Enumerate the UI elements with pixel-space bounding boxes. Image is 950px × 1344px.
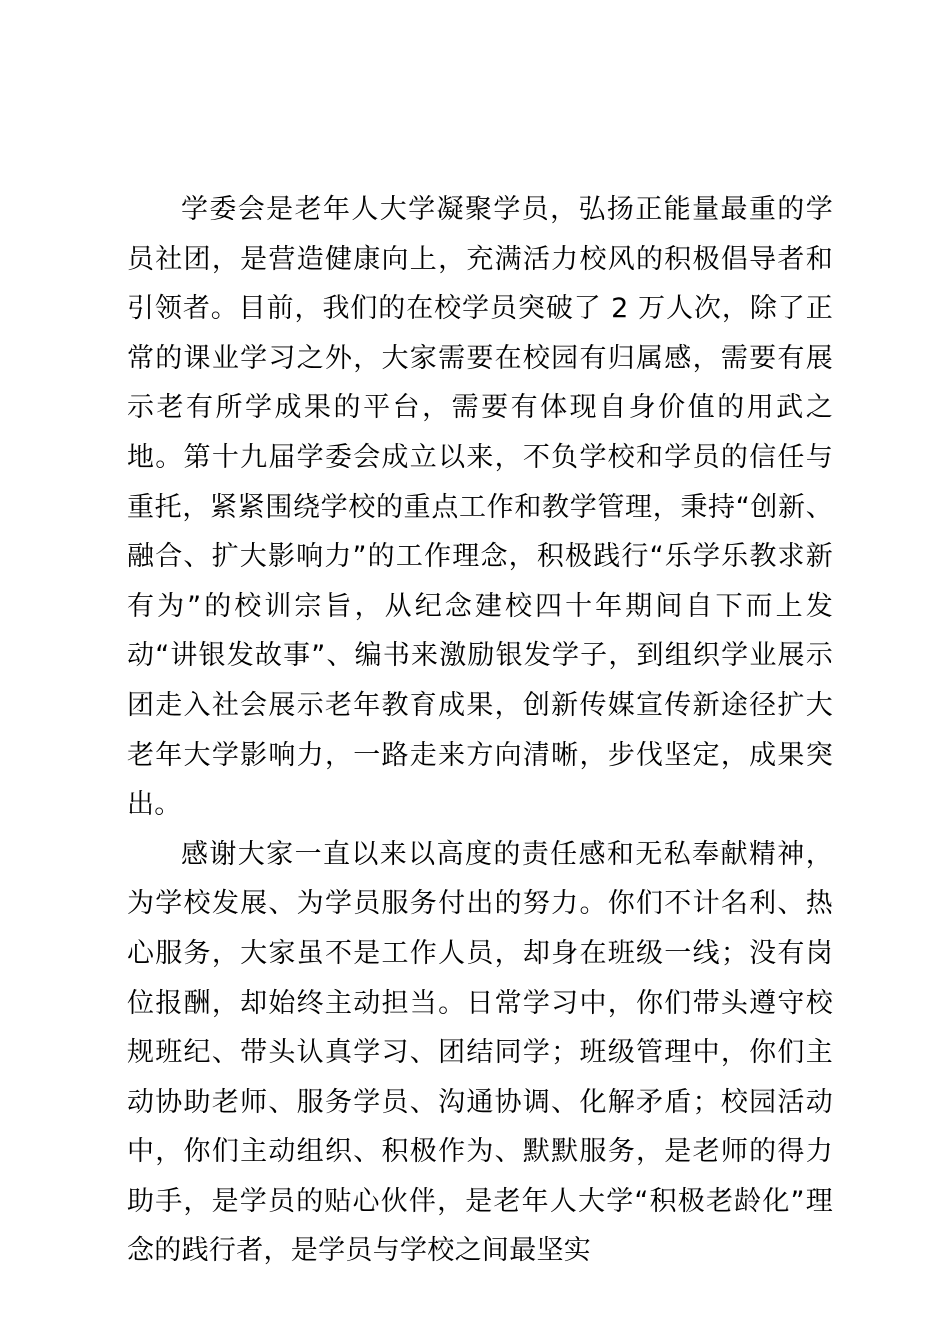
document-body [127,185,833,1276]
paragraph-2: 感谢大家一直以来以高度的责任感和无私奉献精神，为学校发展、为学员服务付出的努力。你们不计名利、热心服务，大家虽不是工作人员，却身在班级一线；没有岗位报酬，却始终主动担当。日常学习中，你们带头遵守校规班纪、带头认真学习、团结同学；班级管理中，你们主动协助老师、服务学员、沟通协调、化解矛盾；校园活动中，你们主动组织、积极作为、默默服务，是老师的得力助手，是学员的贴心伙伴，是老年人大学“积极老龄化”理念的践行者，是学员与学校之间最坚实 [127,838,833,1267]
paragraph-1: 学委会是老年人大学凝聚学员，弘扬正能量最重的学员社团，是营造健康向上，充满活力校风的积极倡导者和引领者。目前，我们的在校学员突破了 2 万人次，除了正常的课业学习之外，大家需要在校园有归属感，需要有展示老有所学成果的平台，需要有体现自身价值的用武之地。第十九届学委会成立以来，不负学校和学员的信任与重托，紧紧围绕学校的重点工作和教学管理，秉持“创新、融合、扩大影响力”的工作理念，积极践行“乐学乐教求新有为”的校训宗旨，从纪念建校四十年期间自下而上发动“讲银发故事”、编书来激励银发学子，到组织学业展示团走入社会展示老年教育成果，创新传媒宣传新途径扩大老年大学影响力，一路走来方向清晰，步伐坚定，成果突出。 [127,194,833,821]
